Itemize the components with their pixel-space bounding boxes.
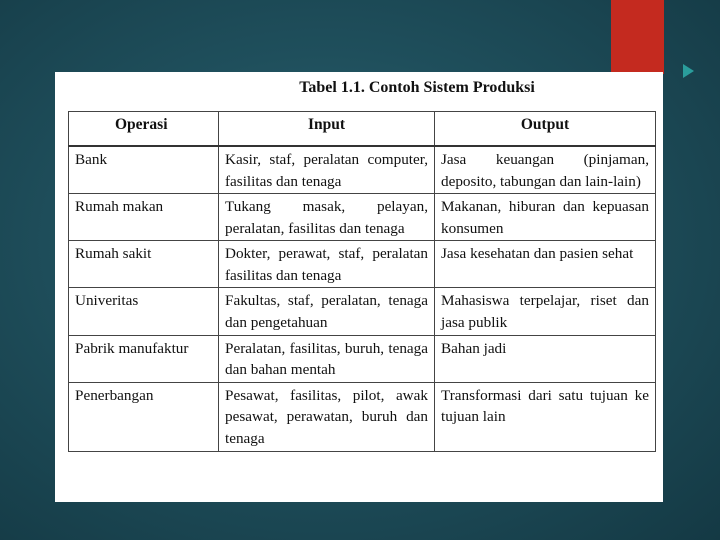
cell-operasi: Univeritas bbox=[69, 288, 219, 335]
cell-output: Bahan jadi bbox=[435, 335, 656, 382]
triangle-arrow-icon bbox=[683, 64, 694, 78]
production-system-table bbox=[68, 111, 656, 452]
cell-operasi: Rumah sakit bbox=[69, 241, 219, 288]
cell-input: Fakultas, staf, peralatan, tenaga dan pengetahuan bbox=[219, 288, 435, 335]
cell-input: Pesawat, fasilitas, pilot, awak pesawat, perawatan, buruh dan tenaga bbox=[219, 382, 435, 451]
header-input: Input bbox=[219, 112, 435, 147]
cell-output: Mahasiswa terpelajar, riset dan jasa publik bbox=[435, 288, 656, 335]
table-row bbox=[69, 382, 656, 451]
cell-input: Kasir, staf, peralatan computer, fasilitas dan tenaga bbox=[219, 146, 435, 194]
cell-input: Dokter, perawat, staf, peralatan fasilitas dan tenaga bbox=[219, 241, 435, 288]
table-row bbox=[69, 288, 656, 335]
cell-operasi: Penerbangan bbox=[69, 382, 219, 451]
header-output: Output bbox=[435, 112, 656, 147]
cell-operasi: Bank bbox=[69, 146, 219, 194]
table-header-row bbox=[69, 112, 656, 147]
table-row bbox=[69, 241, 656, 288]
header-operasi: Operasi bbox=[69, 112, 219, 147]
table-card bbox=[55, 72, 663, 502]
red-accent-tab bbox=[611, 0, 664, 74]
cell-operasi: Pabrik manufaktur bbox=[69, 335, 219, 382]
cell-operasi: Rumah makan bbox=[69, 194, 219, 241]
cell-input: Peralatan, fasilitas, buruh, tenaga dan bahan mentah bbox=[219, 335, 435, 382]
cell-output: Jasa kesehatan dan pasien sehat bbox=[435, 241, 656, 288]
cell-output: Makanan, hiburan dan kepuasan konsumen bbox=[435, 194, 656, 241]
table-row bbox=[69, 194, 656, 241]
table-row bbox=[69, 335, 656, 382]
cell-input: Tukang masak, pelayan, peralatan, fasilitas dan tenaga bbox=[219, 194, 435, 241]
cell-output: Transformasi dari satu tujuan ke tujuan lain bbox=[435, 382, 656, 451]
cell-output: Jasa keuangan (pinjaman, deposito, tabungan dan lain-lain) bbox=[435, 146, 656, 194]
table-title: Tabel 1.1. Contoh Sistem Produksi bbox=[299, 79, 535, 96]
table-row bbox=[69, 146, 656, 194]
